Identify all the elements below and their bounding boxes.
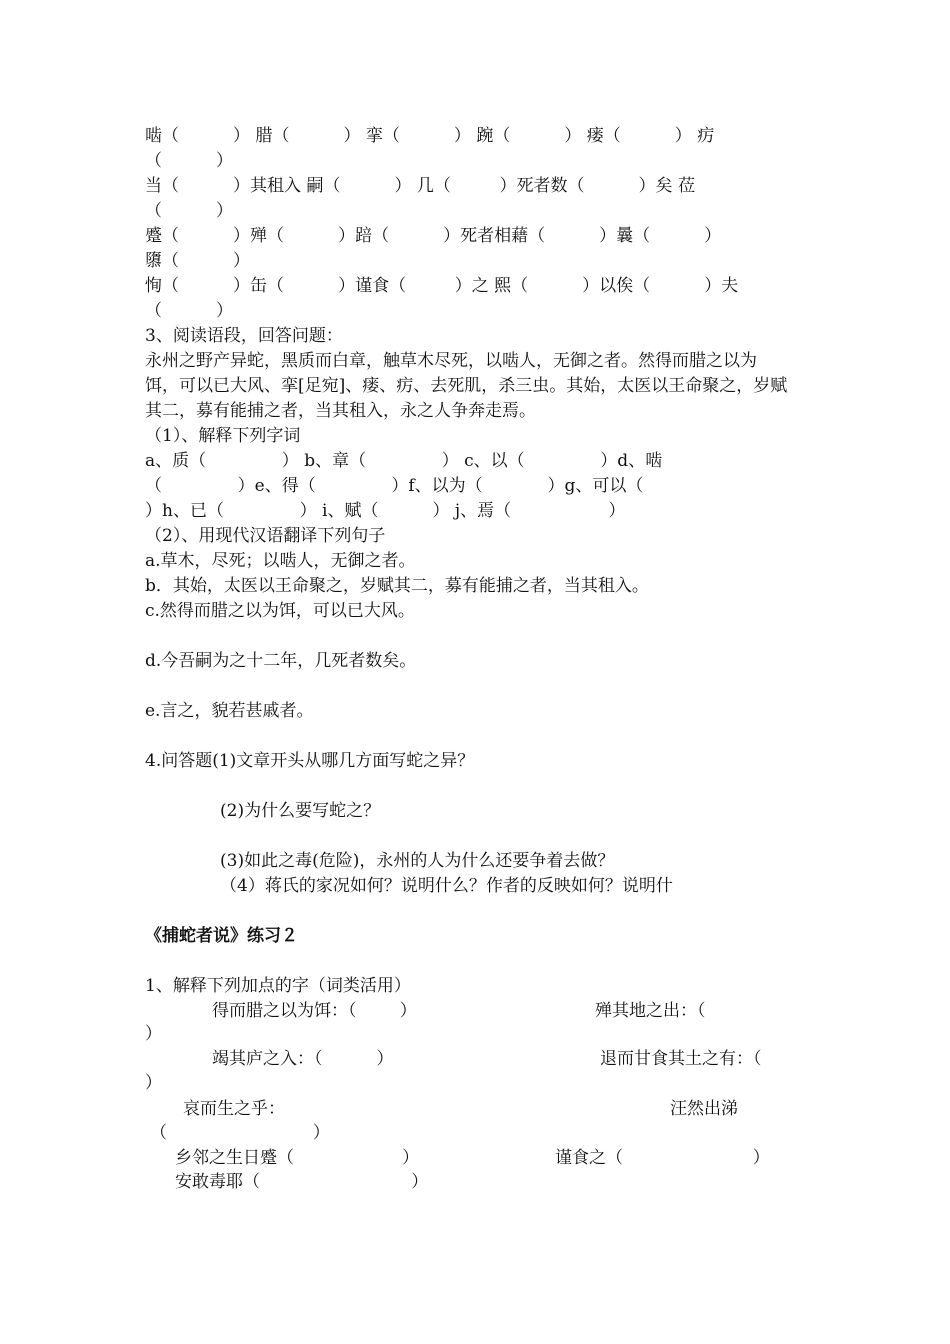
fill-blank-item: 得而腊之以为饵：（ ） bbox=[212, 1001, 417, 1021]
subquestion-title: （1）、解释下列字词 bbox=[145, 426, 301, 446]
passage-line: 其二，募有能捕之者，当其租入，永之人争奔走焉。 bbox=[145, 401, 536, 421]
translate-item: b．其始，太医以王命聚之，岁赋其二，募有能捕之者，当其租入。 bbox=[145, 576, 649, 596]
fill-blank-item: 殚其地之出：（ bbox=[595, 1001, 706, 1021]
qa-item: (2)为什么要写蛇之？ bbox=[220, 801, 381, 821]
vocab-line: （ ） bbox=[145, 201, 234, 221]
fill-blank-line: a、质（ ） b、章（ ） c、以（ ）d、啮 bbox=[145, 451, 663, 471]
fill-blank-item: 哀而生之乎： bbox=[183, 1099, 285, 1119]
vocab-line: （ ） bbox=[145, 151, 234, 171]
translate-item: a.草木，尽死；以啮人，无御之者。 bbox=[145, 551, 416, 571]
subquestion-title: （2）、用现代汉语翻译下列句子 bbox=[145, 526, 386, 546]
fill-blank-item: 竭其庐之入：（ ） bbox=[212, 1049, 394, 1069]
fill-blank-item: 汪然出涕 bbox=[670, 1099, 738, 1119]
section-title: 《捕蛇者说》练习２ bbox=[145, 926, 298, 946]
qa-item: (3)如此之毒(危险)，永州的人为什么还要争着去做？ bbox=[220, 851, 615, 871]
vocab-line: 啮（ ） 腊（ ） 挛（ ） 踠（ ） 瘘（ ） 疠 bbox=[145, 126, 715, 146]
question-title: 3、阅读语段，回答问题： bbox=[145, 326, 343, 346]
vocab-line: 隳（ ） bbox=[145, 251, 251, 271]
fill-blank-item: 乡邻之生日蹙（ ） bbox=[175, 1148, 420, 1168]
translate-item: c.然得而腊之以为饵，可以已大风。 bbox=[145, 601, 415, 621]
translate-item: d.今吾嗣为之十二年，几死者数矣。 bbox=[145, 651, 417, 671]
fill-blank-item: 退而甘食其土之有：（ bbox=[600, 1049, 762, 1069]
passage-line: 永州之野产异蛇，黑质而白章，触草木尽死，以啮人，无御之者。然得而腊之以为 bbox=[145, 351, 757, 371]
fill-blank-line: ）h、已（ ） i、赋（ ） j、焉（ ） bbox=[145, 501, 626, 521]
qa-item: （4）蒋氏的家况如何？说明什么？作者的反映如何？说明什 bbox=[220, 876, 673, 896]
question-title: 1、解释下列加点的字（词类活用） bbox=[145, 976, 411, 996]
vocab-line: （ ） bbox=[145, 301, 234, 321]
translate-item: e.言之，貌若甚戚者。 bbox=[145, 701, 314, 721]
vocab-line: 恂（ ）缶（ ）谨食（ ）之 熙（ ）以俟（ ）夫 bbox=[145, 276, 739, 296]
fill-blank-item: ） bbox=[145, 1073, 162, 1093]
fill-blank-item: （ ） bbox=[150, 1123, 330, 1143]
fill-blank-line: （ ）e、得（ ）f、以为（ ）g、可以（ bbox=[145, 476, 644, 496]
fill-blank-item: 安敢毒耶（ ） bbox=[175, 1172, 429, 1192]
fill-blank-item: ） bbox=[145, 1024, 162, 1044]
qa-item: 4.问答题(1)文章开头从哪几方面写蛇之异？ bbox=[145, 751, 475, 771]
vocab-line: 蹙（ ）殚（ ）踣（ ）死者相藉（ ）曩（ ） bbox=[145, 226, 722, 246]
vocab-line: 当（ ）其租入 嗣（ ） 几（ ）死者数（ ）矣 莅 bbox=[145, 176, 695, 196]
passage-line: 饵，可以已大风、挛[足宛]、瘘、疠、去死肌，杀三虫。其始，太医以王命聚之，岁赋 bbox=[145, 376, 788, 396]
fill-blank-item: 谨食之（ ） bbox=[555, 1148, 770, 1168]
